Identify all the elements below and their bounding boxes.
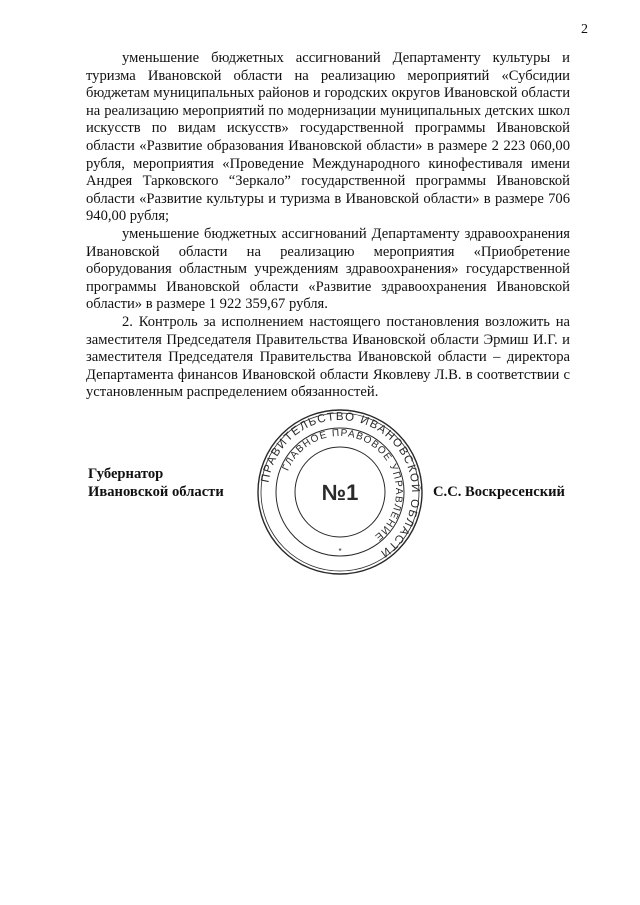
document-body xyxy=(86,50,570,402)
seal-center-number: №1 xyxy=(321,480,359,505)
paragraph-control-clause: 2. Контроль за исполнением настоящего постановления возложить на заместителя Председателя Правительства Ивановской области Эрмиш И.Г. и заместителя Председателя Правительства Ивановской области – директора Департамента финансов Ивановской области Яковлеву Л.В. в соответствии с установленным распределением обязанностей. xyxy=(86,313,570,401)
seal-inner-text: ГЛАВНОЕ ПРАВОВОЕ УПРАВЛЕНИЕ xyxy=(280,427,405,543)
paragraph-culture-budget: уменьшение бюджетных ассигнований Департаменту культуры и туризма Ивановской области на реализацию мероприятий «Субсидии бюджетам муниципальных районов и городских округов Ивановской области на реализацию мероприятий по модернизации муниципальных детских школ искусств по видам искусств» государственной программы Ивановской области «Развитие образования Ивановской области» в размере 2 223 060,00 рубля, мероприятия «Проведение Международного кинофестиваля имени Андрея Тарковского “Зеркало” государственной программы Ивановской области «Развитие культуры и туризма в Ивановской области» в размере 706 940,00 рубля; xyxy=(86,50,570,225)
signatory-title-line2: Ивановской области xyxy=(88,483,224,500)
signatory-name: С.С. Воскресенский xyxy=(433,484,565,500)
paragraph-health-budget: уменьшение бюджетных ассигнований Департаменту здравоохранения Ивановской области на реализацию мероприятия «Приобретение оборудования областным учреждениям здравоохранения» государственной программы Ивановской области «Развитие здравоохранения Ивановской области» в размере 1 922 359,67 рубля. xyxy=(86,225,570,313)
seal-star-icon: * xyxy=(338,547,342,556)
signatory-title-line1: Губернатор xyxy=(88,466,164,482)
page-number: 2 xyxy=(581,22,588,37)
seal-outer-text: ПРАВИТЕЛЬСТВО ИВАНОВСКОЙ ОБЛАСТИ xyxy=(259,410,422,560)
official-seal-stamp xyxy=(256,408,424,576)
signatory-title xyxy=(88,466,224,501)
